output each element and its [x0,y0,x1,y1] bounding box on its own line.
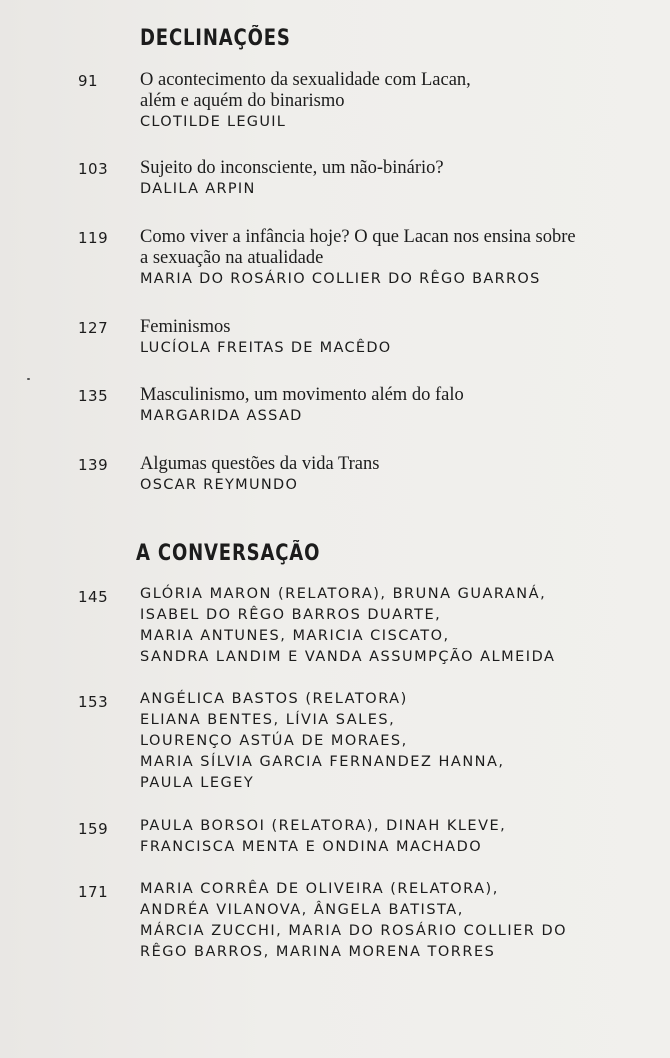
entry-title-line: Feminismos [140,317,231,337]
page-number: 159 [78,820,109,838]
page-mark [27,378,30,380]
participants-line: FRANCISCA MENTA E ONDINA MACHADO [140,839,483,855]
participants-line: PAULA BORSOI (RELATORA), DINAH KLEVE, [140,818,507,834]
entry-title-line: Como viver a infância hoje? O que Lacan nos ensina sobre [140,227,576,247]
participants-line: MARIA ANTUNES, MARICIA CISCATO, [140,628,450,644]
page-number: 139 [78,456,109,474]
entry-title-line: Masculinismo, um movimento além do falo [140,385,464,405]
entry-author: MARGARIDA ASSAD [140,408,303,424]
participants-line: LOURENÇO ASTÚA DE MORAES, [140,733,408,749]
entry-title-line: Sujeito do inconsciente, um não-binário? [140,158,444,178]
page-number: 119 [78,229,109,247]
participants-line: ELIANA BENTES, LÍVIA SALES, [140,712,396,728]
entry-author: OSCAR REYMUNDO [140,477,299,493]
entry-author: DALILA ARPIN [140,181,256,197]
participants-line: SANDRA LANDIM E VANDA ASSUMPÇÃO ALMEIDA [140,649,556,665]
participants-line: ISABEL DO RÊGO BARROS DUARTE, [140,607,442,623]
entry-title-line: além e aquém do binarismo [140,91,345,111]
participants-line: PAULA LEGEY [140,775,255,791]
section-heading-conversacao: A CONVERSAÇÃO [136,541,321,566]
participants-line: MÁRCIA ZUCCHI, MARIA DO ROSÁRIO COLLIER DO [140,923,568,939]
page-number: 153 [78,693,109,711]
entry-title-line: a sexuação na atualidade [140,248,324,268]
participants-line: RÊGO BARROS, MARINA MORENA TORRES [140,944,496,960]
entry-author: CLOTILDE LEGUIL [140,114,287,130]
entry-author: MARIA DO ROSÁRIO COLLIER DO RÊGO BARROS [140,271,541,287]
page-number: 135 [78,387,109,405]
entry-title-line: Algumas questões da vida Trans [140,454,380,474]
page-number: 171 [78,883,109,901]
participants-line: MARIA CORRÊA DE OLIVEIRA (RELATORA), [140,881,499,897]
participants-line: ANDRÉA VILANOVA, ÂNGELA BATISTA, [140,902,464,918]
page-number: 127 [78,319,109,337]
participants-line: ANGÉLICA BASTOS (RELATORA) [140,691,408,707]
entry-author: LUCÍOLA FREITAS DE MACÊDO [140,340,392,356]
section-heading-declinacoes: DECLINAÇÕES [140,26,291,51]
page-number: 145 [78,588,109,606]
entry-title-line: O acontecimento da sexualidade com Lacan, [140,70,471,90]
page-number: 91 [78,72,99,90]
participants-line: GLÓRIA MARON (RELATORA), BRUNA GUARANÁ, [140,586,547,602]
page-number: 103 [78,160,109,178]
participants-line: MARIA SÍLVIA GARCIA FERNANDEZ HANNA, [140,754,505,770]
